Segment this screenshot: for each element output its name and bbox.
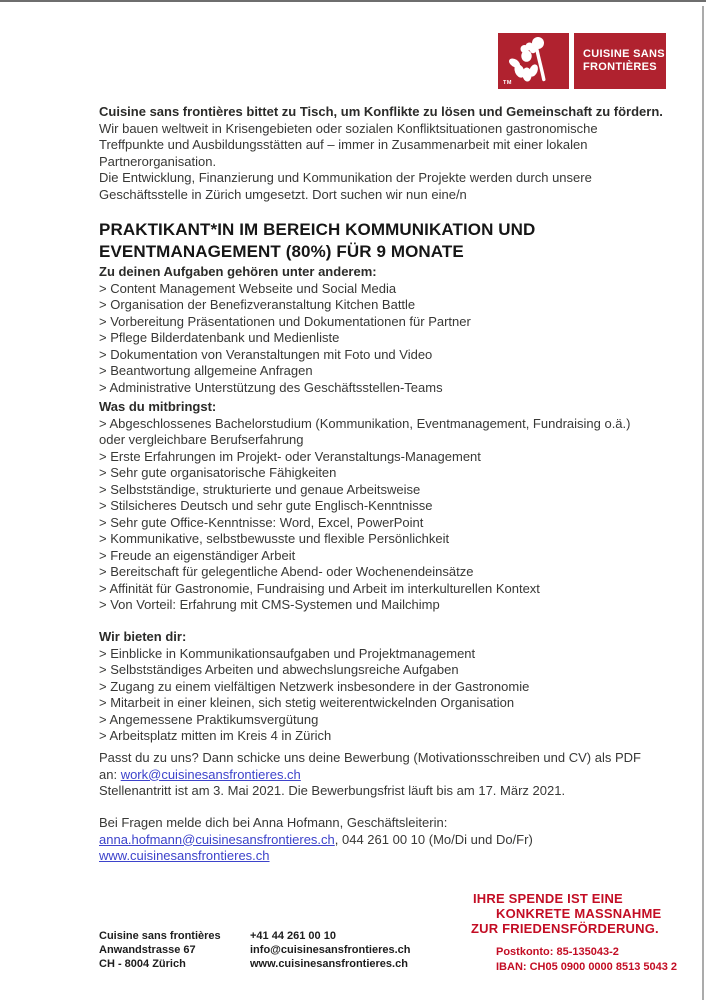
bullet-line: > Freude an eigenständiger Arbeit [99,547,296,563]
bullet-line: > Abgeschlossenes Bachelorstudium (Kommunikation, Eventmanagement, Fundraising o.ä.) [99,415,631,431]
bullet-line: > Mitarbeit in einer kleinen, sich stetig weiterentwickelnden Organisation [99,695,515,710]
section-tasks [99,264,471,396]
website-link[interactable]: www.cuisinesansfrontieres.ch [99,848,270,863]
job-title-line2: EVENTMANAGEMENT (80%) FÜR 9 MONATE [99,241,464,261]
contact-line1: Bei Fragen melde dich bei Anna Hofmann, Geschäftsleiterin: [99,815,448,830]
intro-line: Geschäftsstelle in Zürich umgesetzt. Dort suchen wir nun eine/n [99,186,467,202]
job-title-line1: PRAKTIKANT*IN IM BEREICH KOMMUNIKATION UND [99,220,536,239]
brand-logo [498,33,569,89]
bullet-line: > Administrative Unterstützung des Geschäftsstellen-Teams [99,379,443,395]
section-offer-title: Wir bieten dir: [99,629,187,644]
bullet-line: > Dokumentation von Veranstaltungen mit Foto und Video [99,346,433,362]
job-title [99,219,535,262]
apply-line1: Passt du zu uns? Dann schicke uns deine Bewerbung (Motivationsschreiben und CV) als PDF [99,750,641,765]
brand-wordmark-line2: FRONTIÈRES [583,61,657,73]
intro-paragraph [99,104,663,203]
footer-website: www.cuisinesansfrontieres.ch [250,958,408,971]
donation-heading-line1: IHRE SPENDE IST EINE [473,891,623,906]
intro-lead: Cuisine sans frontières bittet zu Tisch, um Konflikte zu lösen und Gemeinschaft zu fördern. [99,104,663,119]
intro-line: Treffpunkte und Ausbildungsstätten auf – immer in Zusammenarbeit mit einer lokalen [99,137,588,152]
intro-line: Wir bauen weltweit in Krisengebieten oder sozialen Konfliktsituationen gastronomische [99,120,598,136]
apply-line2-prefix: an: [99,766,121,782]
contact-paragraph [99,815,533,865]
bullet-line: > Vorbereitung Präsentationen und Dokumentationen für Partner [99,313,471,329]
section-skills-title: Was du mitbringst: [99,399,217,414]
donation-postkonto: Postkonto: 85-135043-2 [496,946,619,958]
donation-heading-line3: ZUR FRIEDENSFÖRDERUNG. [471,921,659,936]
bullet-line: > Selbstständige, strukturierte und genaue Arbeitsweise [99,481,421,497]
footer-email: info@cuisinesansfrontieres.ch [250,944,411,957]
donation-iban: IBAN: CH05 0900 0000 8513 5043 2 [496,961,678,974]
apply-paragraph [99,750,641,800]
bullet-line: > Kommunikative, selbstbewusste und flexible Persönlichkeit [99,531,450,546]
footer-phone: +41 44 261 00 10 [250,930,336,942]
bullet-line: > Sehr gute organisatorische Fähigkeiten [99,465,337,480]
section-tasks-title: Zu deinen Aufgaben gehören unter anderem: [99,264,377,279]
footer-address [99,929,221,972]
page-right-edge [702,6,704,1000]
bullet-line: > Bereitschaft für gelegentliche Abend- oder Wochenendeinsätze [99,564,474,579]
bullet-line: > Zugang zu einem vielfältigen Netzwerk insbesondere in der Gastronomie [99,678,530,694]
bullet-line: > Sehr gute Office-Kenntnisse: Word, Excel, PowerPoint [99,514,424,530]
donation-block [471,891,681,975]
donation-heading-line2: KONKRETE MASSNAHME [496,906,662,921]
tm-mark: TM [503,80,512,86]
contact-line2-suffix: , 044 261 00 10 (Mo/Di und Do/Fr) [334,831,533,847]
brand-wordmark [574,33,666,89]
bullet-line: > Selbstständiges Arbeiten und abwechslungsreiche Aufgaben [99,662,459,677]
footer-contact [250,929,411,972]
footer-city: CH - 8004 Zürich [99,958,186,971]
footer-org-name: Cuisine sans frontières [99,930,221,942]
footer-street: Anwandstrasse 67 [99,944,196,957]
bullet-line: > Pflege Bilderdatenbank und Medienliste [99,330,340,345]
intro-line: Partnerorganisation. [99,153,217,169]
bullet-line: > Affinität für Gastronomie, Fundraising und Arbeit im interkulturellen Kontext [99,580,540,596]
apply-line2 [99,767,641,784]
section-skills [99,399,630,614]
bullet-line: > Arbeitsplatz mitten im Kreis 4 in Zürich [99,728,332,743]
brand-wordmark-line1: CUISINE SANS [583,47,665,60]
apply-email-link[interactable]: work@cuisinesansfrontieres.ch [120,766,301,782]
window-top-edge [0,0,706,2]
bullet-line: > Organisation der Benefizveranstaltung Kitchen Battle [99,297,416,312]
intro-line: Die Entwicklung, Finanzierung und Kommunikation der Projekte werden durch unsere [99,170,592,185]
bullet-line: oder vergleichbare Berufserfahrung [99,432,304,447]
bullet-line: > Content Management Webseite und Social Media [99,280,397,296]
bullet-line: > Von Vorteil: Erfahrung mit CMS-Systemen und Mailchimp [99,597,440,612]
bullet-line: > Stilsicheres Deutsch und sehr gute Englisch-Kenntnisse [99,498,433,513]
contact-email-link[interactable]: anna.hofmann@cuisinesansfrontieres.ch [99,831,335,847]
section-offer [99,629,529,745]
bullet-line: > Beantwortung allgemeine Anfragen [99,363,313,378]
contact-line2 [99,832,533,849]
contact-line3 [99,848,533,865]
bullet-line: > Angemessene Praktikumsvergütung [99,711,319,727]
apply-line3: Stellenantritt ist am 3. Mai 2021. Die Bewerbungsfrist läuft bis am 17. März 2021. [99,783,566,798]
bullet-line: > Erste Erfahrungen im Projekt- oder Veranstaltungs-Management [99,448,481,464]
bullet-line: > Einblicke in Kommunikationsaufgaben und Projektmanagement [99,645,476,661]
